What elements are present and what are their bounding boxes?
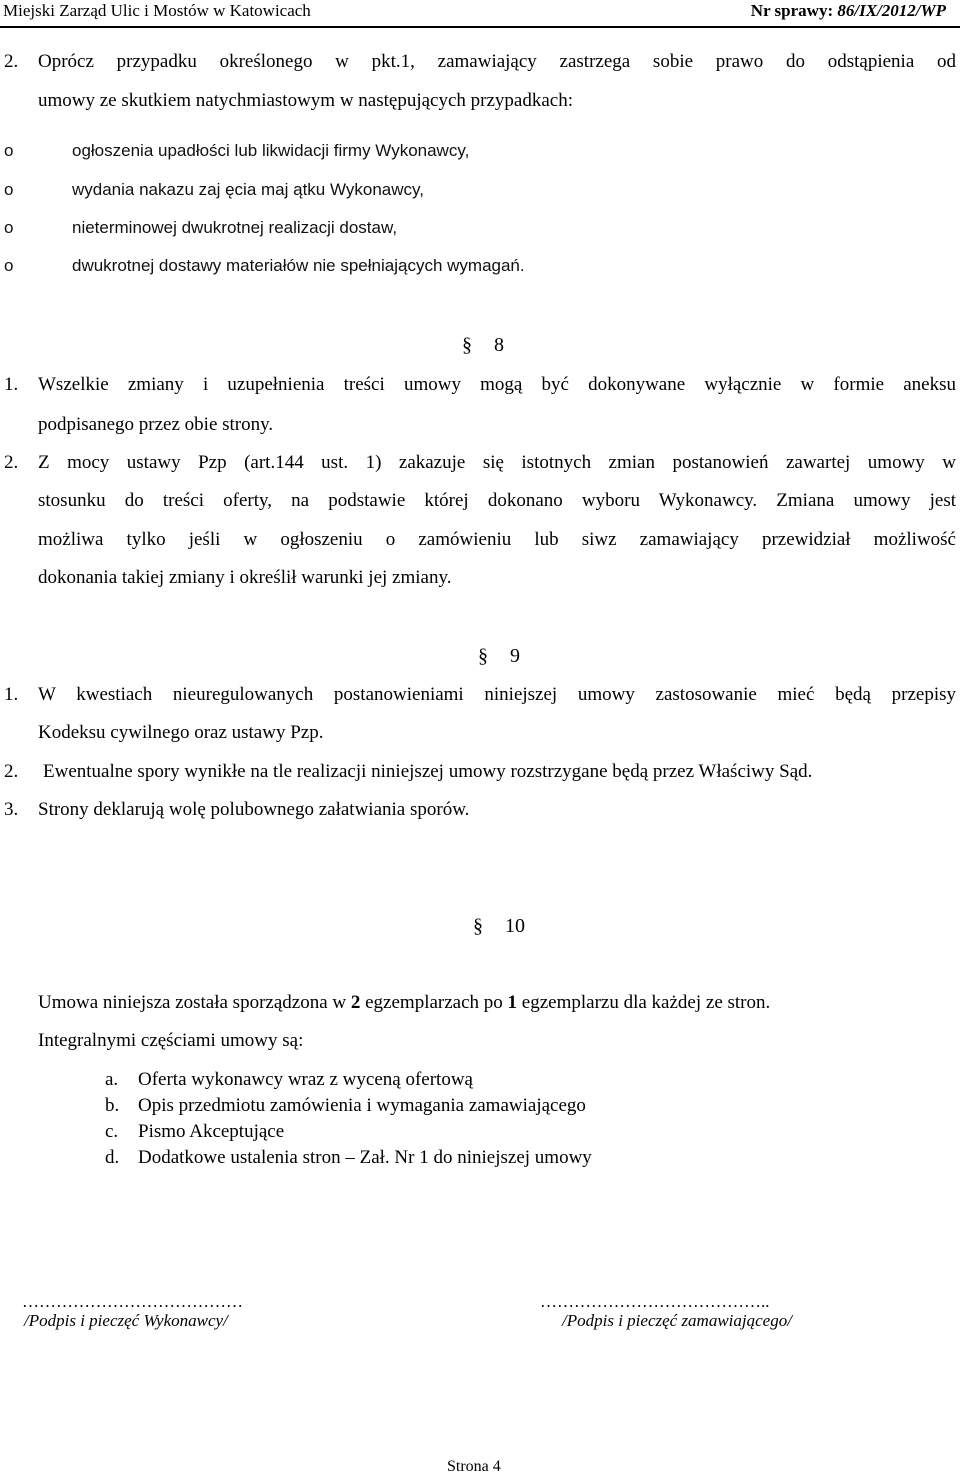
bullet-marker: o [4,218,14,237]
item-number: 3. [4,799,19,820]
per-party-count: 1 [507,992,518,1013]
case-number [751,0,946,22]
section-sign: § [478,645,488,667]
list-item-text: Pismo Akceptujące [138,1121,285,1142]
paragraph-line: Wszelkie zmiany i uzupełnienia treści umowy mogą być dokonywane wyłącznie w formie aneksu [38,374,956,395]
section-number: 9 [510,645,520,667]
paragraph-line: Ewentualne spory wynikłe na tle realizacji niniejszej umowy rozstrzygane będą przez Właściwy Sąd. [43,761,813,782]
paragraph-line: Oprócz przypadku określonego w pkt.1, zamawiający zastrzega sobie prawo do odstąpienia od [38,51,956,72]
item-number: 2. [4,452,19,473]
item-number: 2. [4,51,19,72]
item-number: 1. [4,374,19,395]
signature-label-client: /Podpis i pieczęć zamawiającego/ [562,1311,792,1330]
paragraph-line: Strony deklarują wolę polubownego załatwiania sporów. [38,799,470,820]
copies-text-c: egzemplarzu dla każdej ze stron. [517,992,771,1013]
paragraph-line: Z mocy ustawy Pzp (art.144 ust. 1) zakazuje się istotnych zmian postanowień zawartej umowy w [38,452,956,473]
institution-name: Miejski Zarząd Ulic i Mostów w Katowicach [3,1,311,20]
list-item-text: Dodatkowe ustalenia stron – Zał. Nr 1 do niniejszej umowy [138,1147,592,1168]
item-letter: d. [105,1147,120,1168]
copies-text-a: Umowa niniejsza została sporządzona w [38,992,351,1013]
copies-count: 2 [350,992,361,1013]
section-sign: § [473,915,483,937]
section-heading-10 [473,915,525,938]
case-prefix: Nr sprawy: [750,1,838,20]
list-item-text: dwukrotnej dostawy materiałów nie spełniających wymagań. [72,256,525,275]
copies-statement [38,992,770,1014]
bullet-marker: o [4,180,14,199]
section-sign: § [462,334,472,356]
section-number: 10 [505,915,525,937]
section-heading-8 [462,334,504,357]
paragraph-line: W kwestiach nieuregulowanych postanowieniami niniejszej umowy zastosowanie mieć będą przepisy [38,684,956,705]
paragraph-line: Kodeksu cywilnego oraz ustawy Pzp. [38,722,324,743]
signature-line-right: ………………………………….. [540,1292,770,1311]
bullet-marker: o [4,256,14,275]
list-item-text: Oferta wykonawcy wraz z wyceną ofertową [138,1069,473,1090]
item-letter: a. [105,1069,119,1090]
paragraph-line: stosunku do treści oferty, na podstawie której dokonano wyboru Wykonawcy. Zmiana umowy jest [38,490,956,511]
list-item-text: ogłoszenia upadłości lub likwidacji firmy Wykonawcy, [72,141,470,160]
section-heading-9 [478,645,520,668]
paragraph-line: umowy ze skutkiem natychmiastowym w następujących przypadkach: [38,90,574,111]
paragraph-line: dokonania takiej zmiany i określił warunki jej zmiany. [38,567,452,588]
item-letter: b. [105,1095,120,1116]
list-item-text: wydania nakazu zaj ęcia maj ątku Wykonawcy, [72,180,424,199]
signature-line-left: ………………………………… [22,1292,243,1311]
page-header [0,0,960,28]
list-item-text: Opis przedmiotu zamówienia i wymagania zamawiającego [138,1095,586,1116]
item-number: 2. [4,761,19,782]
item-letter: c. [105,1121,119,1142]
paragraph-line: podpisanego przez obie strony. [38,414,274,435]
item-number: 1. [4,684,19,705]
copies-text-b: egzemplarzach po [360,992,508,1013]
integral-parts-label: Integralnymi częściami umowy są: [38,1030,304,1051]
page-number: Strona 4 [447,1458,501,1475]
list-item-text: nieterminowej dwukrotnej realizacji dostaw, [72,218,398,237]
case-number-value: 86/IX/2012/WP [837,1,946,20]
signature-label-contractor: /Podpis i pieczęć Wykonawcy/ [24,1311,228,1330]
bullet-marker: o [4,141,14,160]
paragraph-line: możliwa tylko jeśli w ogłoszeniu o zamówieniu lub siwz zamawiający przewidział możliwość [38,529,956,550]
section-number: 8 [494,334,504,356]
